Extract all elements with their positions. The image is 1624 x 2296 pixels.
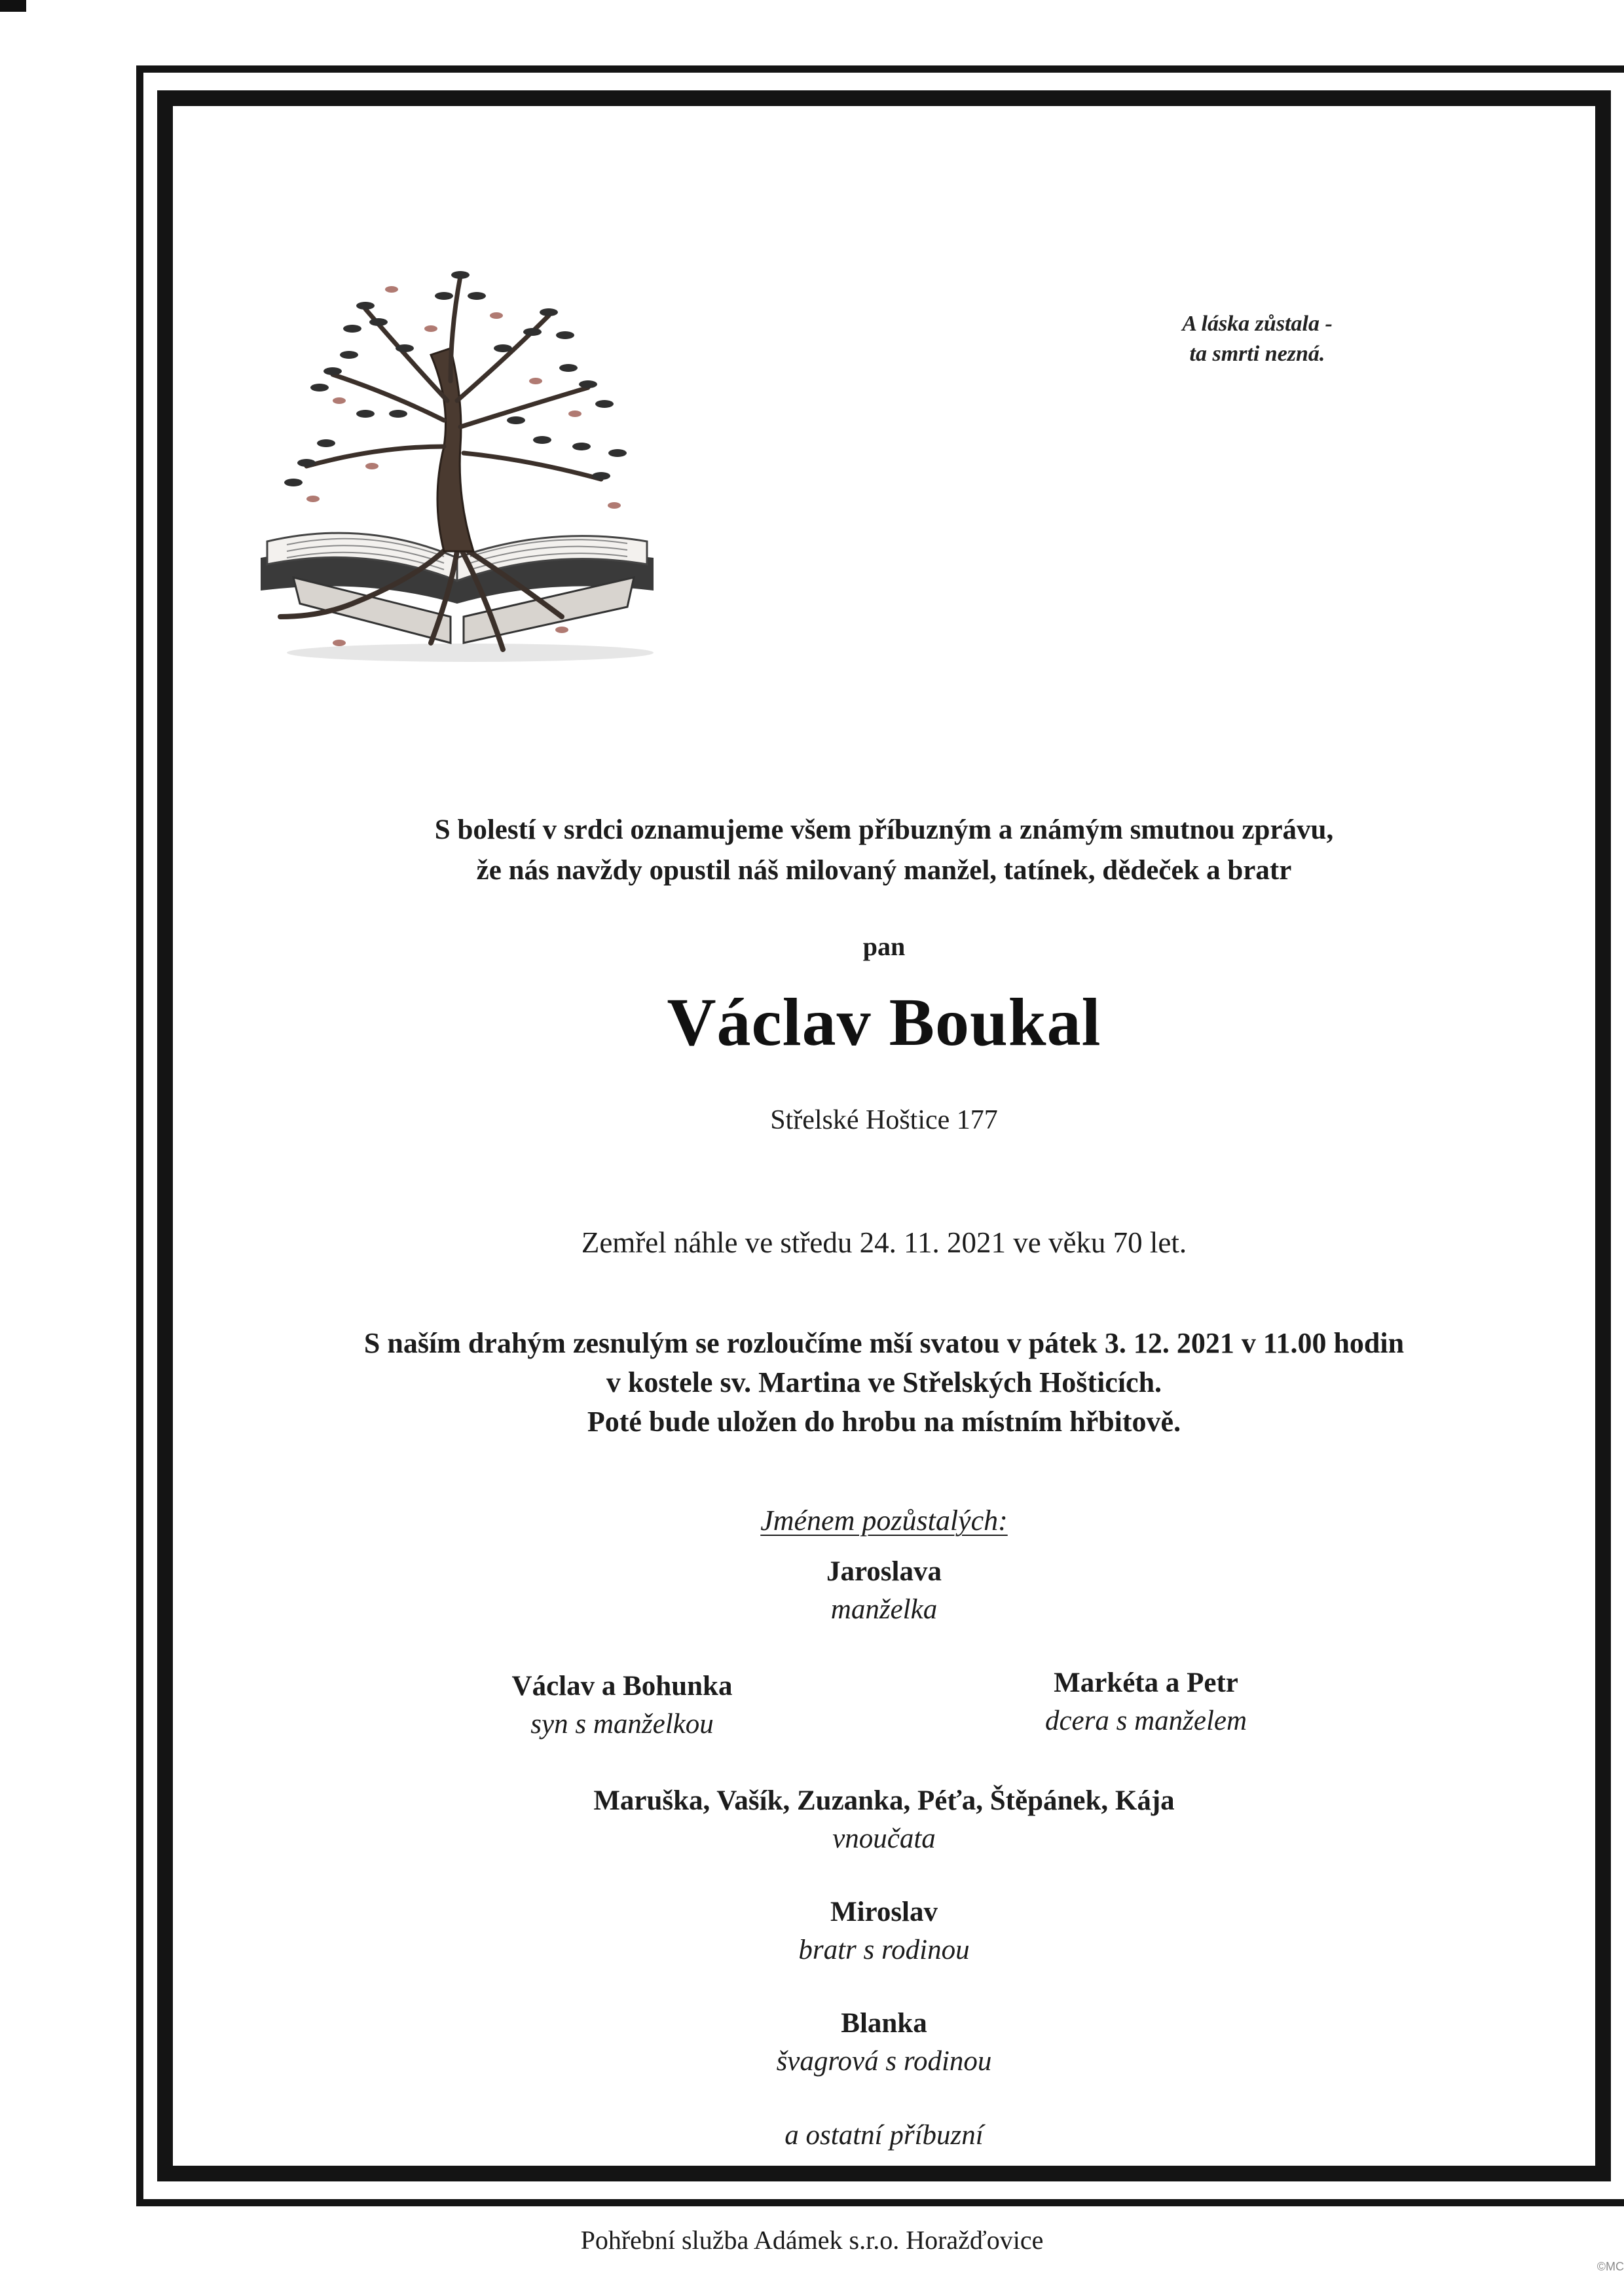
- announcement-line-2: že nás navždy opustil náš milovaný manžel, tatínek, dědeček a bratr: [476, 855, 1292, 886]
- mourner-relation: dcera s manželem: [1044, 1705, 1247, 1736]
- tree-book-illustration: [234, 250, 680, 676]
- copyright-mark: ©MC: [1596, 2260, 1624, 2273]
- mourner-grandchildren: [327, 1782, 1441, 1858]
- mourner-brother: [589, 1893, 1179, 1969]
- mourner-relation: bratr s rodinou: [798, 1935, 970, 1965]
- funeral-details: [173, 1324, 1595, 1442]
- announcement-line-1: S bolestí v srdci oznamujeme všem příbuzným a známým smutnou zprávu,: [434, 814, 1334, 845]
- mourner-sister-in-law: [589, 2005, 1179, 2081]
- mourner-name: Maruška, Vašík, Zuzanka, Péťa, Štěpánek, Kája: [593, 1785, 1175, 1816]
- quote-line-1: A láska zůstala -: [1182, 312, 1333, 336]
- other-relatives: a ostatní příbuzní: [784, 2120, 984, 2151]
- mourners-heading-text: Jménem pozůstalých:: [760, 1504, 1008, 1537]
- mourner-wife: [589, 1553, 1179, 1629]
- deceased-name: Václav Boukal: [667, 985, 1101, 1060]
- scan-corner-mark: [0, 0, 26, 12]
- mourner-name: Markéta a Petr: [1054, 1667, 1238, 1698]
- quote-line-2: ta smrti nezná.: [1189, 342, 1325, 366]
- death-info: Zemřel náhle ve středu 24. 11. 2021 ve věku 70 let.: [581, 1226, 1187, 1259]
- obituary-content: [173, 106, 1595, 2166]
- funeral-line-1: S naším drahým zesnulým se rozloučíme mší svatou v pátek 3. 12. 2021 v 11.00 hodin: [363, 1327, 1405, 1359]
- mourner-name: Jaroslava: [826, 1556, 942, 1587]
- mourner-relation: vnoučata: [832, 1823, 936, 1854]
- honorific: pan: [862, 932, 906, 961]
- memorial-quote: [1061, 309, 1454, 369]
- mourner-name: Blanka: [841, 2008, 927, 2039]
- mourner-name: Václav a Bohunka: [511, 1671, 733, 1702]
- mourners-heading: [173, 1504, 1595, 1537]
- announcement-text: [173, 810, 1595, 891]
- deceased-address: Střelské Hoštice 177: [770, 1105, 998, 1135]
- mourner-daughter: [851, 1664, 1441, 1740]
- funeral-service-footer: Pohřební služba Adámek s.r.o. Horažďovice: [580, 2225, 1044, 2255]
- mourner-relation: syn s manželkou: [530, 1709, 714, 1740]
- funeral-line-2: v kostele sv. Martina ve Střelských Hošticích.: [606, 1366, 1162, 1398]
- mourner-name: Miroslav: [830, 1897, 938, 1927]
- mourner-relation: manželka: [830, 1594, 938, 1625]
- mourner-relation: švagrová s rodinou: [776, 2046, 992, 2077]
- funeral-line-3: Poté bude uložen do hrobu na místním hřbitově.: [587, 1406, 1181, 1438]
- mourner-son: [327, 1667, 917, 1743]
